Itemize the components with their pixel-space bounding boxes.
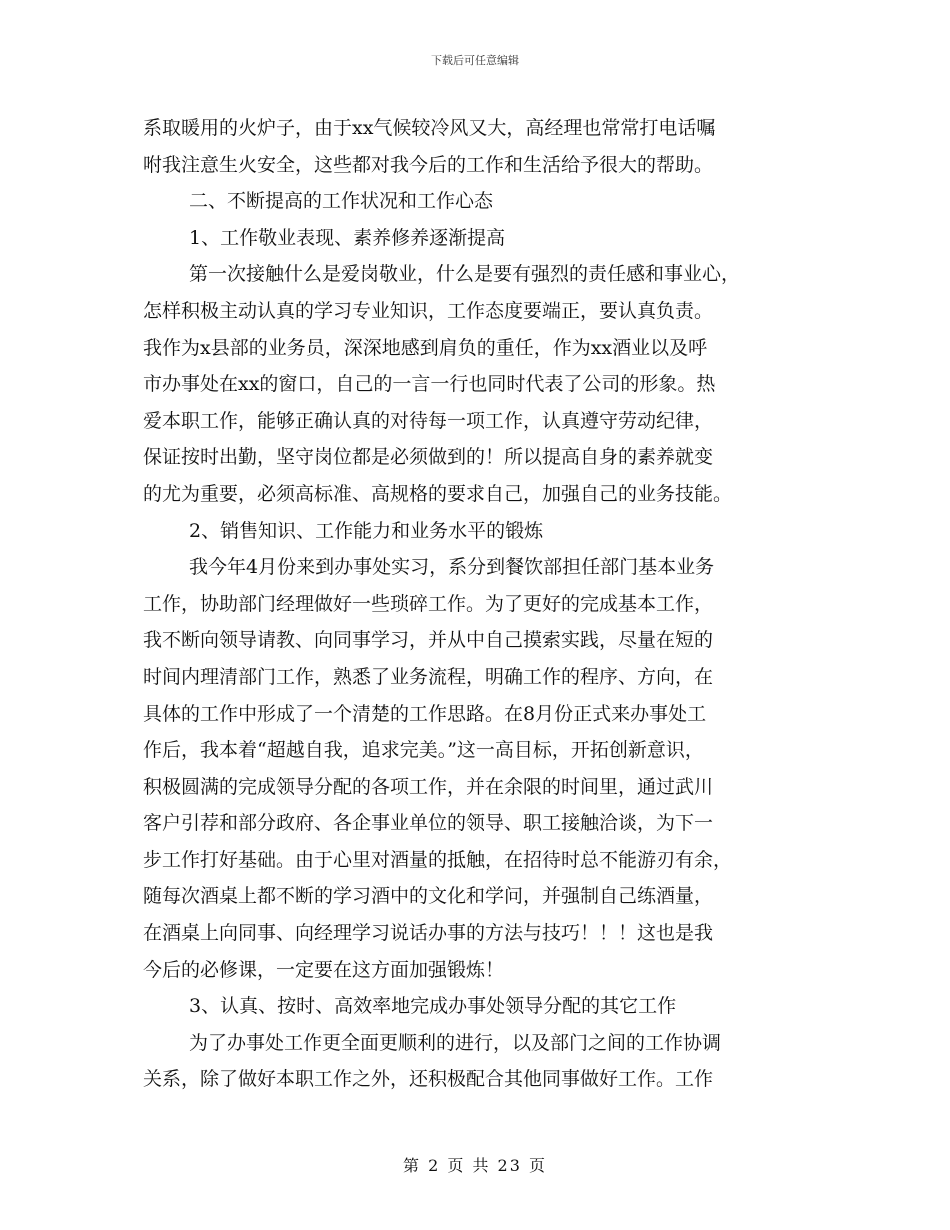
text-line: 为了办事处工作更全面更顺利的进行，以及部门之间的工作协调 xyxy=(189,1031,722,1054)
text-line: 在酒桌上向同事、向经理学习说话办事的方法与技巧！！！这也是我 xyxy=(143,922,714,945)
text-line: 第一次接触什么是爱岗敬业，什么是要有强烈的责任感和事业心， xyxy=(189,263,741,286)
text-line: 1、工作敬业表现、素养修养逐渐提高 xyxy=(189,226,506,249)
text-line: 我不断向领导请教、向同事学习，并从中自己摸索实践，尽量在短的 xyxy=(143,629,714,652)
page-footer: 第 2 页 共 23 页 xyxy=(403,1156,547,1175)
text-line: 系取暖用的火炉子，由于xx气候较冷风又大，高经理也常常打电话嘱 xyxy=(143,117,716,139)
text-line: 2、销售知识、工作能力和业务水平的锻炼 xyxy=(189,519,544,542)
text-line: 随每次酒桌上都不断的学习酒中的文化和学问，并强制自己练酒量， xyxy=(143,885,714,908)
text-line: 具体的工作中形成了一个清楚的工作思路。在8月份正式来办事处工 xyxy=(143,702,707,725)
text-line: 怎样积极主动认真的学习专业知识，工作态度要端正，要认真负责。 xyxy=(143,299,714,322)
text-line: 二、不断提高的工作状况和工作心态 xyxy=(189,190,494,213)
document-body xyxy=(143,110,815,1098)
text-line: 积极圆满的完成领导分配的各项工作，并在余限的时间里，通过武川 xyxy=(143,775,714,798)
text-line: 我作为x县部的业务员，深深地感到肩负的重任，作为xx酒业以及呼 xyxy=(143,336,708,359)
text-line: 步工作打好基础。由于心里对酒量的抵触，在招待时总不能游刃有余， xyxy=(143,848,733,871)
text-line: 我今年4月份来到办事处实习，系分到餐饮部担任部门基本业务 xyxy=(189,556,715,579)
text-line: 3、认真、按时、高效率地完成办事处领导分配的其它工作 xyxy=(189,995,677,1018)
text-line: 爱本职工作，能够正确认真的对待每一项工作，认真遵守劳动纪律， xyxy=(143,409,714,432)
text-line: 咐我注意生火安全，这些都对我今后的工作和生活给予很大的帮助。 xyxy=(143,153,714,176)
text-line: 时间内理清部门工作，熟悉了业务流程，明确工作的程序、方向，在 xyxy=(143,665,714,688)
text-line: 工作，协助部门经理做好一些琐碎工作。为了更好的完成基本工作， xyxy=(143,592,714,615)
text-line: 保证按时出勤，坚守岗位都是必须做到的！所以提高自身的素养就变 xyxy=(143,446,714,469)
text-line: 市办事处在xx的窗口，自己的一言一行也同时代表了公司的形象。热 xyxy=(143,373,716,396)
text-line: 的尤为重要，必须高标准、高规格的要求自己，加强自己的业务技能。 xyxy=(143,482,733,505)
text-line: 今后的必修课，一定要在这方面加强锻炼！ xyxy=(143,958,505,981)
page-header: 下载后可任意编辑 xyxy=(431,54,519,67)
text-line: 客户引荐和部分政府、各企事业单位的领导、职工接触洽谈，为下一 xyxy=(143,812,714,835)
text-line: 作后，我本着“超越自我，追求完美。”这一高目标，开拓创新意识， xyxy=(143,739,704,762)
text-line: 关系，除了做好本职工作之外，还积极配合其他同事做好工作。工作 xyxy=(143,1068,714,1091)
